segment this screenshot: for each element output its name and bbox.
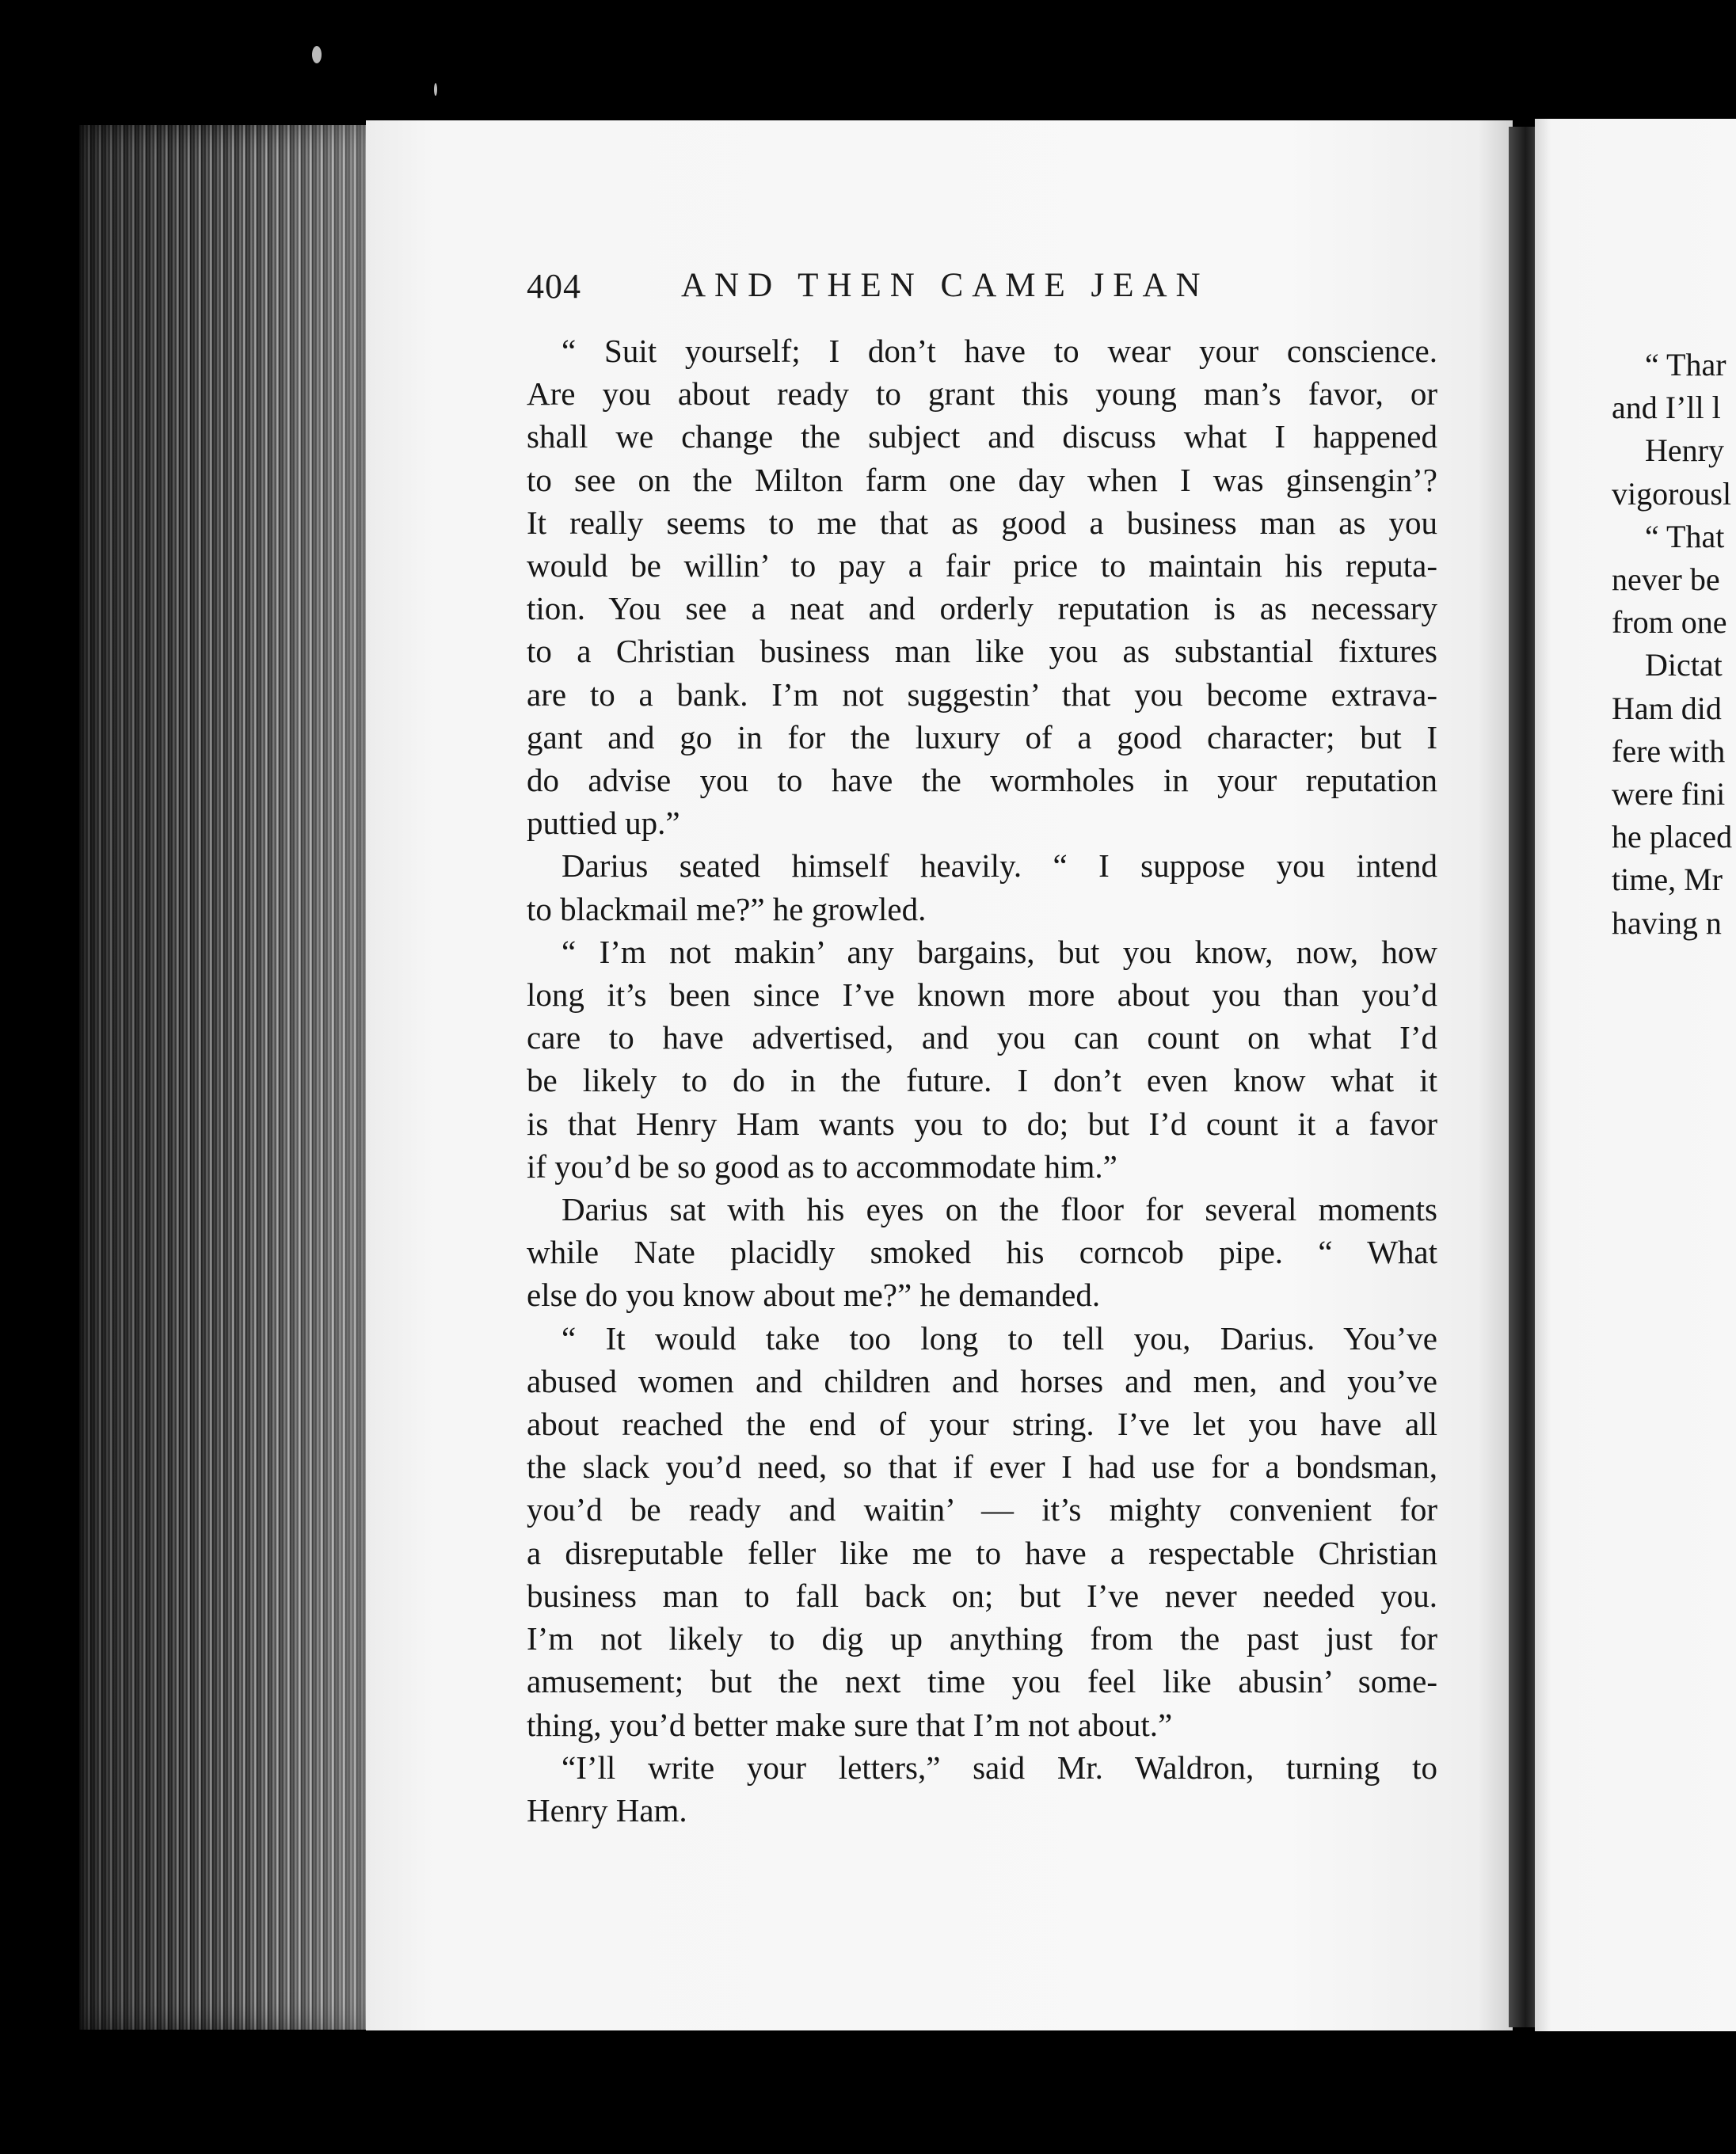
text-line: Ham did bbox=[1612, 690, 1722, 726]
text-line: tion. You see a neat and orderly reputation is as necessary bbox=[527, 590, 1437, 627]
running-head: AND THEN CAME JEAN bbox=[681, 267, 1209, 304]
page-header bbox=[527, 266, 1319, 314]
text-line: puttied up.” bbox=[527, 805, 680, 842]
text-line: having n bbox=[1612, 904, 1722, 941]
text-line: thing, you’d better make sure that I’m not about.” bbox=[527, 1706, 1173, 1743]
text-line: “ That bbox=[1645, 518, 1725, 554]
text-line: Dictat bbox=[1645, 647, 1723, 683]
text-line: Darius seated himself heavily. “ I suppose you intend bbox=[562, 847, 1437, 885]
dust-speck bbox=[312, 46, 322, 63]
text-line: gant and go in for the luxury of a good character; but I bbox=[527, 718, 1437, 755]
text-line: from one bbox=[1612, 604, 1727, 641]
text-line: “ It would take too long to tell you, Darius. You’ve bbox=[562, 1319, 1437, 1357]
text-line: are to a bank. I’m not suggestin’ that you become extrava- bbox=[527, 676, 1437, 713]
page-number: 404 bbox=[527, 267, 581, 306]
text-line: amusement; but the next time you feel like abusin’ some- bbox=[527, 1663, 1437, 1700]
text-line: about reached the end of your string. I’ve let you have all bbox=[527, 1406, 1437, 1443]
text-line: shall we change the subject and discuss what I happened bbox=[527, 418, 1437, 455]
text-line: “ I’m not makin’ any bargains, but you know, now, how bbox=[562, 933, 1437, 970]
text-line: vigorousl bbox=[1612, 475, 1732, 512]
text-line: Are you about ready to grant this young man’s favor, or bbox=[527, 375, 1437, 413]
text-line: if you’d be so good as to accommodate him.” bbox=[527, 1147, 1117, 1185]
left-page-text bbox=[527, 329, 1437, 1832]
book-gutter bbox=[1509, 127, 1536, 2027]
text-line: Henry Ham. bbox=[527, 1791, 687, 1829]
text-line: It really seems to me that as good a business man as you bbox=[527, 504, 1437, 541]
text-line: a disreputable feller like me to have a respectable Christian bbox=[527, 1534, 1437, 1571]
text-line: never be bbox=[1612, 561, 1720, 598]
text-line: else do you know about me?” he demanded. bbox=[527, 1277, 1101, 1314]
text-line: he placed bbox=[1612, 819, 1733, 855]
text-line: were fini bbox=[1612, 776, 1726, 813]
text-line: the slack you’d need, so that if ever I had use for a bondsman, bbox=[527, 1448, 1437, 1486]
text-line: and I’ll l bbox=[1612, 390, 1721, 426]
text-line: is that Henry Ham wants you to do; but I’d count it a favor bbox=[527, 1105, 1437, 1142]
text-line: “ Suit yourself; I don’t have to wear your conscience. bbox=[562, 333, 1437, 369]
text-line: abused women and children and horses and men, and you’ve bbox=[527, 1362, 1437, 1399]
text-line: would be willin’ to pay a fair price to maintain his reputa- bbox=[527, 547, 1437, 584]
text-line: you’d be ready and waitin’ — it’s mighty convenient for bbox=[527, 1491, 1437, 1528]
text-line: “ Thar bbox=[1645, 347, 1726, 382]
text-line: Henry bbox=[1645, 432, 1724, 469]
text-line: care to have advertised, and you can count on what I’d bbox=[527, 1019, 1437, 1056]
text-line: to blackmail me?” he growled. bbox=[527, 890, 927, 927]
book-page-edges bbox=[79, 125, 371, 2030]
text-line: while Nate placidly smoked his corncob pipe. “ What bbox=[527, 1234, 1437, 1271]
text-line: fere with bbox=[1612, 733, 1726, 769]
text-line: time, Mr bbox=[1612, 862, 1723, 898]
text-line: Darius sat with his eyes on the floor for several moments bbox=[562, 1191, 1437, 1228]
text-line: to a Christian business man like you as substantial fixtures bbox=[527, 633, 1437, 670]
text-line: to see on the Milton farm one day when I was ginsengin’? bbox=[527, 461, 1437, 498]
dust-speck bbox=[434, 83, 437, 96]
text-line: be likely to do in the future. I don’t even know what it bbox=[527, 1062, 1437, 1099]
right-page-text bbox=[1612, 344, 1736, 945]
text-line: long it’s been since I’ve known more about you than you’d bbox=[527, 976, 1437, 1014]
text-line: do advise you to have the wormholes in your reputation bbox=[527, 762, 1437, 799]
text-line: I’m not likely to dig up anything from the past just for bbox=[527, 1620, 1437, 1657]
text-line: business man to fall back on; but I’ve never needed you. bbox=[527, 1577, 1437, 1614]
text-line: “I’ll write your letters,” said Mr. Waldron, turning to bbox=[562, 1749, 1437, 1786]
